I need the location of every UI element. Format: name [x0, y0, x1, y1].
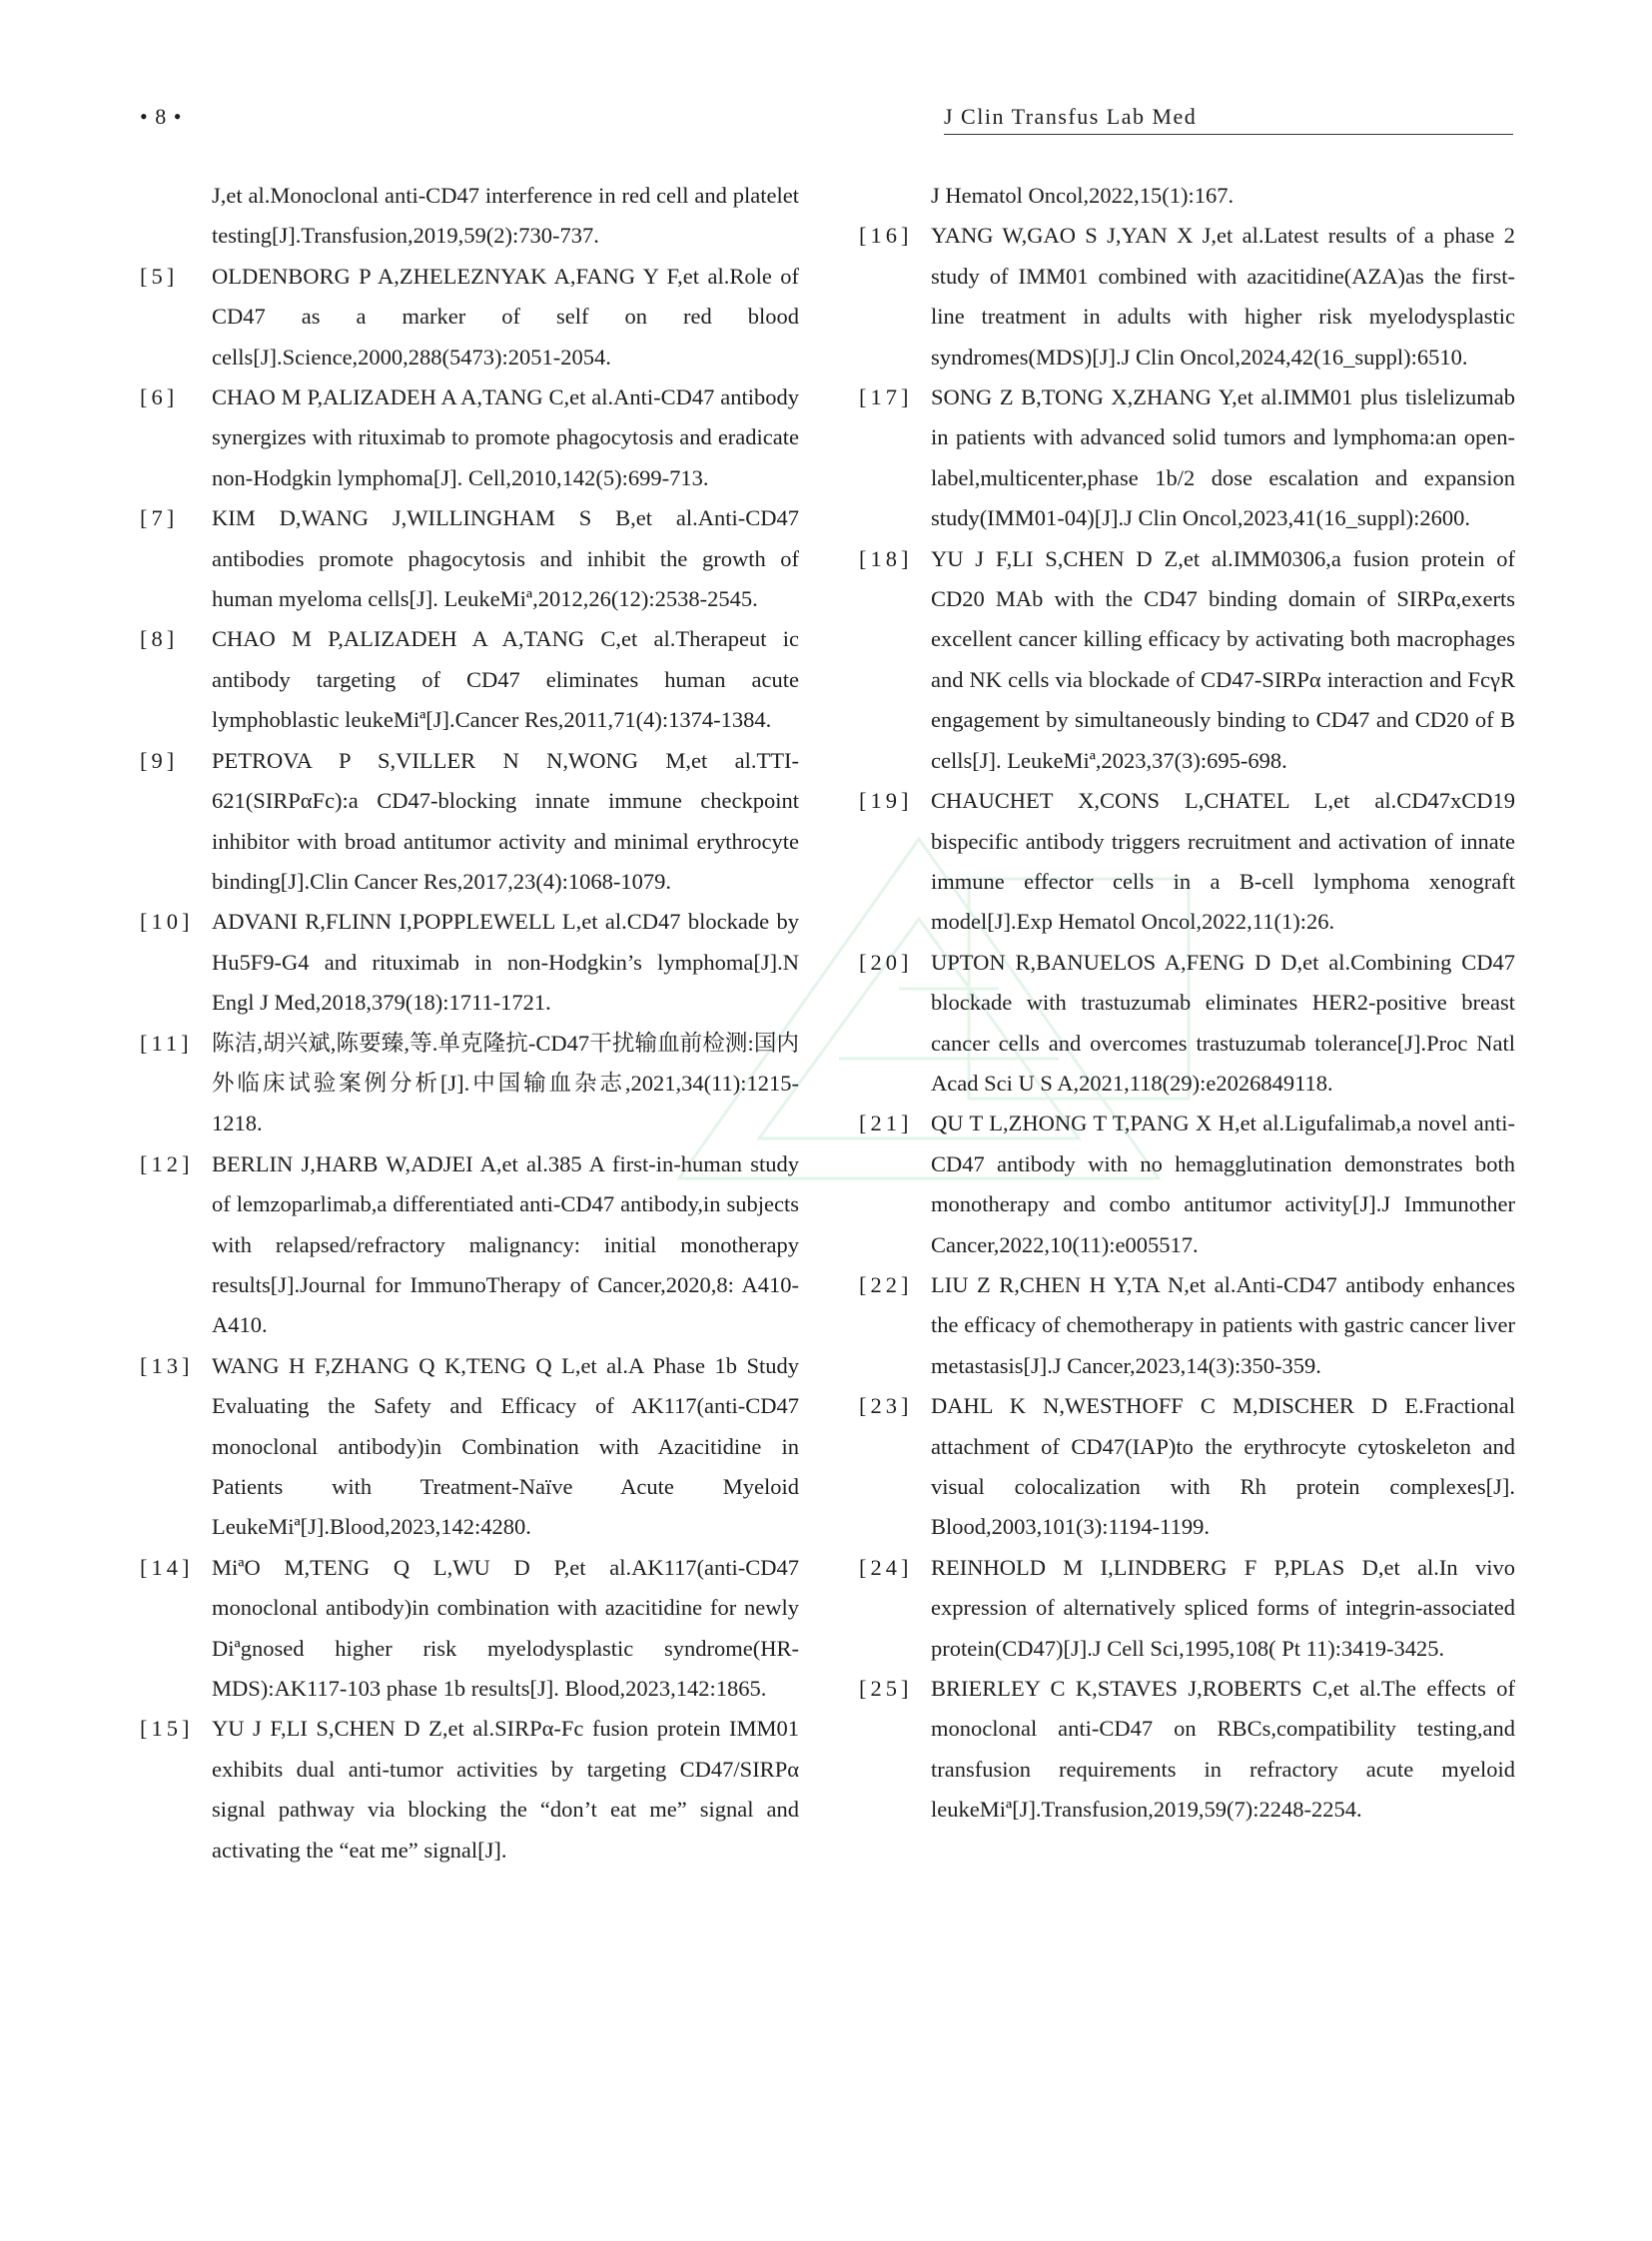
reference-text: MiªO M,TENG Q L,WU D P,et al.AK117(anti-CD47 monoclonal antibody)in combination with azacitidine for newly Diªgnosed higher risk myelodysplastic syndrome(HR-MDS):AK117-103 phase 1b results[J]. Blood,2023,142:1865. [212, 1554, 799, 1702]
reference-number: [6] [140, 384, 179, 410]
references-left-column [140, 176, 799, 1870]
reference-number: [20] [859, 949, 913, 975]
reference-text: WANG H F,ZHANG Q K,TENG Q L,et al.A Phase 1b Study Evaluating the Safety and Efficacy of AK117(anti-CD47 monoclonal antibody)in Combination with Azacitidine in Patients with Treatment-Naïve Acute Myeloid LeukeMiª[J].Blood,2023,142:4280. [212, 1352, 799, 1540]
reference-number: [14] [140, 1554, 194, 1580]
reference-number: [22] [859, 1271, 913, 1297]
reference-text: CHAO M P,ALIZADEH A A,TANG C,et al.Anti-CD47 antibody synergizes with rituximab to promote phagocytosis and eradicate non-Hodgkin lymphoma[J]. Cell,2010,142(5):699-713. [212, 384, 799, 490]
reference-number: [7] [140, 505, 179, 531]
reference-text: YANG W,GAO S J,YAN X J,et al.Latest results of a phase 2 study of IMM01 combined with azacitidine(AZA)as the first-line treatment in adults with higher risk myelodysplastic syndromes(MDS)[J].J Clin Oncol,2024,42(16_suppl):6510. [931, 223, 1515, 370]
reference-text: KIM D,WANG J,WILLINGHAM S B,et al.Anti-CD47 antibodies promote phagocytosis and inhibit the growth of human myeloma cells[J]. LeukeMiª,2012,26(12):2538-2545. [212, 505, 799, 612]
reference-item [859, 377, 1515, 539]
reference-item [140, 1548, 799, 1710]
reference-item [140, 377, 799, 498]
reference-item [859, 1548, 1515, 1669]
reference-item [859, 1104, 1515, 1265]
reference-item [140, 1346, 799, 1548]
reference-item [140, 1024, 799, 1144]
reference-text: J,et al.Monoclonal anti-CD47 interference in red cell and platelet testing[J].Transfusion,2019,59(2):730-737. [212, 183, 799, 249]
journal-name: J Clin Transfus Lab Med [944, 104, 1513, 135]
reference-item [859, 1386, 1515, 1548]
reference-item [140, 1709, 799, 1870]
reference-number: [23] [859, 1393, 913, 1419]
reference-continuation [140, 176, 799, 257]
reference-number: [9] [140, 747, 179, 773]
reference-number: [25] [859, 1676, 913, 1702]
page-number: • 8 • [140, 104, 183, 129]
reference-item [859, 1265, 1515, 1386]
reference-text: SONG Z B,TONG X,ZHANG Y,et al.IMM01 plus tislelizumab in patients with advanced solid tumors and lymphoma:an open-label,multicenter,phase 1b/2 dose escalation and expansion study(IMM01-04)[J].J Clin Oncol,2023,41(16_suppl):2600. [931, 384, 1515, 531]
reference-number: [21] [859, 1111, 913, 1136]
reference-item [140, 498, 799, 619]
reference-text: LIU Z R,CHEN H Y,TA N,et al.Anti-CD47 antibody enhances the efficacy of chemotherapy in patients with gastric cancer liver metastasis[J].J Cancer,2023,14(3):350-359. [931, 1271, 1515, 1378]
reference-number: [19] [859, 788, 913, 814]
reference-text: 陈洁,胡兴斌,陈要臻,等.单克隆抗-CD47干扰输血前检测:国内外临床试验案例分析[J].中国输血杂志,2021,34(11):1215-1218. [212, 1030, 799, 1136]
reference-text: OLDENBORG P A,ZHELEZNYAK A,FANG Y F,et al.Role of CD47 as a marker of self on red blood cells[J].Science,2000,288(5473):2051-2054. [212, 263, 799, 370]
reference-text: J Hematol Oncol,2022,15(1):167. [931, 183, 1235, 208]
reference-number: [24] [859, 1554, 913, 1580]
reference-text: UPTON R,BANUELOS A,FENG D D,et al.Combining CD47 blockade with trastuzumab eliminates HER2-positive breast cancer cells and overcomes trastuzumab tolerance[J].Proc Natl Acad Sci U S A,2021,118(29):e2026849118. [931, 949, 1515, 1096]
reference-number: [8] [140, 626, 179, 652]
reference-item [859, 216, 1515, 377]
reference-text: ADVANI R,FLINN I,POPPLEWELL L,et al.CD47 blockade by Hu5F9-G4 and rituximab in non-Hodgkin’s lymphoma[J].N Engl J Med,2018,379(18):1711-1721. [212, 909, 799, 1016]
reference-text: YU J F,LI S,CHEN D Z,et al.SIRPα-Fc fusion protein IMM01 exhibits dual anti-tumor activities by targeting CD47/SIRPα signal pathway via blocking the “don’t eat me” signal and activating the “eat me” signal[J]. [212, 1716, 799, 1863]
reference-number: [11] [140, 1030, 193, 1056]
reference-number: [5] [140, 263, 179, 289]
reference-text: YU J F,LI S,CHEN D Z,et al.IMM0306,a fusion protein of CD20 MAb with the CD47 binding domain of SIRPα,exerts excellent cancer killing efficacy by activating both macrophages and NK cells via blockade of CD47-SIRPα interaction and FcγR engagement by simultaneously binding to CD47 and CD20 of B cells[J]. LeukeMiª,2023,37(3):695-698. [931, 545, 1515, 773]
reference-text: CHAUCHET X,CONS L,CHATEL L,et al.CD47xCD19 bispecific antibody triggers recruitment and activation of innate immune effector cells in a B-cell lymphoma xenograft model[J].Exp Hematol Oncol,2022,11(1):26. [931, 788, 1515, 935]
reference-item [140, 257, 799, 377]
reference-continuation [859, 176, 1515, 216]
reference-number: [10] [140, 909, 194, 935]
reference-number: [13] [140, 1352, 194, 1378]
reference-item [140, 902, 799, 1023]
reference-number: [15] [140, 1716, 194, 1742]
reference-number: [18] [859, 545, 913, 571]
reference-item [140, 619, 799, 740]
page-header [140, 104, 1513, 144]
reference-text: CHAO M P,ALIZADEH A A,TANG C,et al.Therapeut ic antibody targeting of CD47 eliminates human acute lymphoblastic leukeMiª[J].Cancer Res,2011,71(4):1374-1384. [212, 626, 799, 733]
reference-number: [17] [859, 384, 913, 410]
reference-item [859, 943, 1515, 1105]
reference-item [140, 1144, 799, 1346]
references-right-column [859, 176, 1515, 1831]
reference-text: PETROVA P S,VILLER N N,WONG M,et al.TTI-621(SIRPαFc):a CD47-blocking innate immune checkpoint inhibitor with broad antitumor activity and minimal erythrocyte binding[J].Clin Cancer Res,2017,23(4):1068-1079. [212, 747, 799, 894]
reference-number: [12] [140, 1150, 194, 1176]
reference-item [859, 781, 1515, 943]
reference-item [859, 539, 1515, 781]
reference-item [859, 1669, 1515, 1831]
reference-text: DAHL K N,WESTHOFF C M,DISCHER D E.Fractional attachment of CD47(IAP)to the erythrocyte cytoskeleton and visual colocalization with Rh protein complexes[J]. Blood,2003,101(3):1194-1199. [931, 1393, 1515, 1540]
reference-text: QU T L,ZHONG T T,PANG X H,et al.Ligufalimab,a novel anti-CD47 antibody with no hemagglutination demonstrates both monotherapy and combo antitumor activity[J].J Immunother Cancer,2022,10(11):e005517. [931, 1111, 1515, 1257]
reference-text: BERLIN J,HARB W,ADJEI A,et al.385 A first-in-human study of lemzoparlimab,a differentiated anti-CD47 antibody,in subjects with relapsed/refractory malignancy: initial monotherapy results[J].Journal for ImmunoTherapy of Cancer,2020,8: A410-A410. [212, 1150, 799, 1338]
reference-text: BRIERLEY C K,STAVES J,ROBERTS C,et al.The effects of monoclonal anti-CD47 on RBCs,compatibility testing,and transfusion requirements in refractory acute myeloid leukeMiª[J].Transfusion,2019,59(7):2248-2254. [931, 1676, 1515, 1823]
reference-text: REINHOLD M I,LINDBERG F P,PLAS D,et al.In vivo expression of alternatively spliced forms of integrin-associated protein(CD47)[J].J Cell Sci,1995,108( Pt 11):3419-3425. [931, 1554, 1515, 1661]
reference-number: [16] [859, 223, 913, 249]
reference-item [140, 741, 799, 903]
